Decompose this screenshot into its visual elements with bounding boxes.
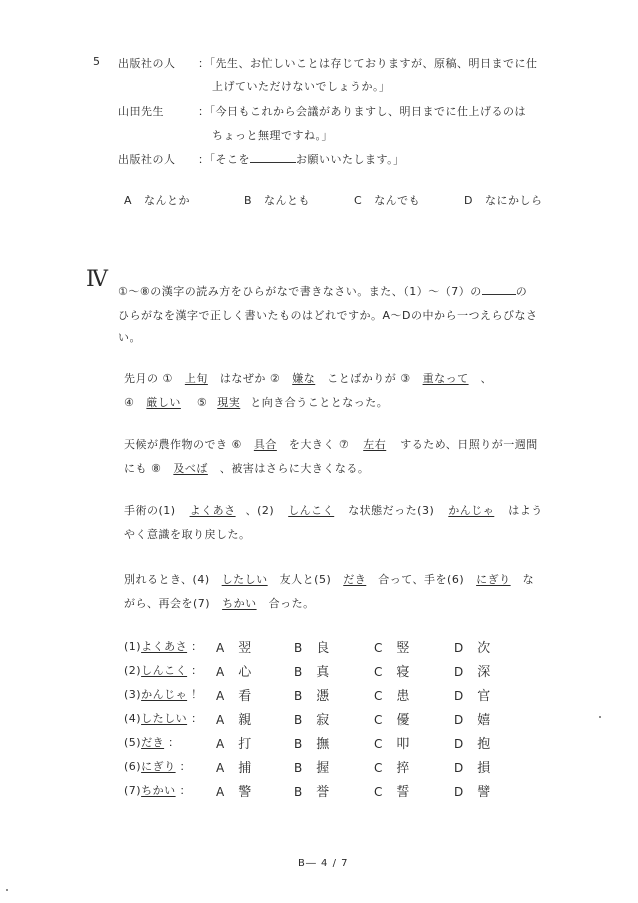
choice-text: なんとか bbox=[144, 194, 191, 207]
answer-option bbox=[294, 733, 329, 752]
answer-option bbox=[454, 781, 490, 800]
option-letter: B bbox=[294, 785, 303, 799]
scan-speck bbox=[599, 716, 601, 718]
answer-row-label bbox=[124, 686, 203, 702]
option-kanji: 誉 bbox=[316, 785, 330, 800]
instructions: ひらがなを漢字で正しく書いたものはどれですか。A〜Dの中から一つえらびなさ bbox=[118, 309, 538, 322]
choice-b bbox=[244, 192, 310, 208]
option-kanji: 寂 bbox=[316, 713, 330, 728]
option-letter: A bbox=[216, 665, 225, 679]
speaker-publisher: 出版社の人 bbox=[118, 57, 176, 70]
answer-option bbox=[374, 637, 409, 656]
answer-option bbox=[216, 637, 251, 656]
option-letter: B bbox=[294, 713, 303, 727]
passage-text: 合って、手を(6) bbox=[378, 573, 465, 586]
target-word: したしい bbox=[221, 573, 268, 586]
answer-row-label bbox=[124, 638, 203, 654]
item-word: よくあさ bbox=[141, 640, 188, 653]
option-kanji: 官 bbox=[477, 689, 491, 704]
target-word: 現実 bbox=[217, 396, 241, 409]
question-number: 5 bbox=[93, 55, 101, 68]
instruction-text: の bbox=[515, 285, 528, 298]
option-kanji: 捕 bbox=[238, 761, 252, 776]
item-word: ちかい bbox=[141, 784, 176, 797]
answer-row-label bbox=[124, 758, 191, 774]
item-separator: ： bbox=[191, 712, 203, 725]
option-kanji: 抱 bbox=[477, 737, 491, 752]
passage-text: するため、日照りが一週間 bbox=[400, 438, 538, 451]
dialogue-line: ：「先生、お忙しいことは存じておりますが、原稿、明日までに仕 bbox=[198, 57, 538, 70]
option-kanji: 心 bbox=[238, 665, 252, 680]
option-letter: B bbox=[294, 641, 303, 655]
passage-text: 、 bbox=[480, 372, 493, 385]
answer-option bbox=[454, 709, 490, 728]
choice-letter: C bbox=[354, 194, 363, 207]
target-word: 厳しい bbox=[146, 396, 181, 409]
answer-option bbox=[374, 733, 409, 752]
speaker-yamada: 山田先生 bbox=[118, 105, 164, 118]
choice-c bbox=[354, 192, 420, 208]
option-kanji: 竪 bbox=[396, 641, 410, 656]
passage-text: 友人と(5) bbox=[279, 573, 332, 586]
option-letter: D bbox=[454, 737, 464, 751]
answer-grid bbox=[124, 638, 504, 818]
answer-option bbox=[216, 757, 251, 776]
choice-letter: D bbox=[464, 194, 473, 207]
dialogue-line: 上げていただけないでしょうか。」 bbox=[212, 80, 391, 93]
passage-text: と向き合うこととなった。 bbox=[250, 396, 389, 409]
passage-line bbox=[124, 436, 538, 452]
option-kanji: 次 bbox=[477, 641, 491, 656]
option-kanji: 嬉 bbox=[477, 713, 491, 728]
answer-option bbox=[374, 661, 409, 680]
passage-line bbox=[124, 502, 543, 518]
passage-line bbox=[124, 460, 369, 476]
passage-text: ⑤ bbox=[196, 396, 208, 409]
option-kanji: 寝 bbox=[396, 665, 410, 680]
answer-option bbox=[294, 685, 329, 704]
item-separator: ： bbox=[191, 664, 203, 677]
answer-option bbox=[294, 757, 329, 776]
dialogue-line: ちょっと無理ですね。」 bbox=[212, 129, 333, 142]
instructions bbox=[118, 283, 527, 299]
option-letter: D bbox=[454, 713, 464, 727]
option-kanji: 患 bbox=[396, 689, 410, 704]
answer-option bbox=[374, 709, 409, 728]
answer-option bbox=[216, 685, 251, 704]
option-letter: C bbox=[374, 665, 383, 679]
choice-text: なんでも bbox=[374, 194, 421, 207]
item-number: (4) bbox=[124, 712, 142, 725]
answer-option bbox=[294, 661, 329, 680]
answer-blank bbox=[250, 151, 296, 163]
section-number: Ⅳ bbox=[86, 267, 105, 292]
option-letter: D bbox=[454, 785, 464, 799]
passage-text: 先月の ① bbox=[124, 372, 173, 385]
option-letter: A bbox=[216, 689, 225, 703]
option-kanji: 損 bbox=[477, 761, 491, 776]
item-separator: ： bbox=[179, 784, 192, 797]
item-separator: ！ bbox=[191, 688, 203, 701]
answer-option bbox=[216, 781, 251, 800]
passage-line bbox=[124, 394, 388, 410]
item-word: しんこく bbox=[141, 664, 188, 677]
page-number: B― 4 / 7 bbox=[298, 858, 349, 869]
answer-row-label bbox=[124, 710, 203, 726]
answer-option bbox=[216, 709, 251, 728]
option-kanji: 翌 bbox=[238, 641, 252, 656]
option-kanji: 打 bbox=[238, 737, 252, 752]
item-number: (7) bbox=[124, 784, 142, 797]
passage-text: ④ bbox=[124, 396, 135, 409]
answer-row-label bbox=[124, 662, 203, 678]
answer-option bbox=[216, 661, 251, 680]
option-letter: B bbox=[294, 665, 303, 679]
item-number: (3) bbox=[124, 688, 142, 701]
option-letter: A bbox=[216, 713, 225, 727]
passage-text: 、被害はさらに大きくなる。 bbox=[219, 462, 370, 475]
answer-option bbox=[454, 757, 490, 776]
item-number: (1) bbox=[124, 640, 142, 653]
passage-text: な状態だった(3) bbox=[348, 504, 435, 517]
option-letter: B bbox=[294, 689, 303, 703]
passage-text: はなぜか ② bbox=[219, 372, 281, 385]
instruction-text: ①〜⑧の漢字の読み方をひらがなで書きなさい。また、（1）〜（7）の bbox=[118, 285, 482, 298]
dialogue-line: ：「今日もこれから会議がありますし、明日までに仕上げるのは bbox=[198, 105, 526, 118]
item-number: (2) bbox=[124, 664, 142, 677]
instruction-blank bbox=[482, 283, 516, 295]
instructions: い。 bbox=[118, 331, 141, 344]
answer-option bbox=[294, 781, 329, 800]
option-kanji: 優 bbox=[396, 713, 410, 728]
target-word: かんじゃ bbox=[448, 504, 495, 517]
answer-option bbox=[294, 709, 329, 728]
answer-option bbox=[454, 685, 490, 704]
target-word: だき bbox=[343, 573, 367, 586]
passage-text: 別れるとき、(4) bbox=[124, 573, 210, 586]
option-letter: D bbox=[454, 641, 464, 655]
speaker-publisher: 出版社の人 bbox=[118, 153, 176, 166]
option-letter: C bbox=[374, 689, 383, 703]
passage-text: な bbox=[522, 573, 535, 586]
option-kanji: 真 bbox=[316, 665, 330, 680]
choice-text: なんとも bbox=[264, 194, 311, 207]
item-word: にぎり bbox=[141, 760, 176, 773]
item-word: したしい bbox=[141, 712, 188, 725]
passage-text: がら、再会を(7) bbox=[124, 597, 211, 610]
option-kanji: 慿 bbox=[316, 689, 330, 704]
answer-option bbox=[374, 757, 409, 776]
answer-option bbox=[454, 637, 490, 656]
target-word: 上旬 bbox=[184, 372, 208, 385]
passage-text: にも ⑧ bbox=[124, 462, 162, 475]
passage-text: 、(2) bbox=[245, 504, 275, 517]
dialogue-text: お願いいたします。」 bbox=[296, 153, 405, 166]
passage-line bbox=[124, 370, 492, 386]
target-word: 具合 bbox=[253, 438, 277, 451]
choice-text: なにかしら bbox=[484, 194, 543, 207]
item-separator: ： bbox=[191, 640, 203, 653]
option-kanji: 看 bbox=[238, 689, 252, 704]
option-kanji: 警 bbox=[238, 785, 252, 800]
option-letter: D bbox=[454, 689, 464, 703]
passage-text: を大きく ⑦ bbox=[288, 438, 350, 451]
item-number: (5) bbox=[124, 736, 142, 749]
item-word: かんじゃ bbox=[141, 688, 188, 701]
passage-line bbox=[124, 595, 315, 611]
item-separator: ： bbox=[179, 760, 192, 773]
answer-option bbox=[454, 661, 490, 680]
option-kanji: 捽 bbox=[396, 761, 410, 776]
choice-a bbox=[124, 192, 190, 208]
dialogue-line bbox=[198, 151, 405, 167]
answer-option bbox=[216, 733, 251, 752]
item-number: (6) bbox=[124, 760, 142, 773]
option-letter: D bbox=[454, 665, 464, 679]
option-letter: B bbox=[294, 737, 303, 751]
choice-letter: B bbox=[244, 194, 253, 207]
option-letter: C bbox=[374, 713, 383, 727]
answer-option bbox=[374, 781, 409, 800]
passage-line bbox=[124, 571, 534, 587]
option-letter: C bbox=[374, 641, 383, 655]
answer-row-label bbox=[124, 782, 191, 798]
scan-speck bbox=[6, 889, 8, 891]
option-kanji: 誓 bbox=[396, 785, 410, 800]
option-letter: C bbox=[374, 761, 383, 775]
target-word: 重なって bbox=[422, 372, 469, 385]
target-word: 左右 bbox=[363, 438, 387, 451]
option-letter: B bbox=[294, 761, 303, 775]
target-word: 嫌な bbox=[292, 372, 316, 385]
choice-d bbox=[464, 192, 542, 208]
option-letter: D bbox=[454, 761, 464, 775]
option-letter: C bbox=[374, 737, 383, 751]
target-word: ちかい bbox=[222, 597, 257, 610]
target-word: しんこく bbox=[288, 504, 335, 517]
option-kanji: 譬 bbox=[477, 785, 491, 800]
answer-row-label bbox=[124, 734, 180, 750]
passage-text: ことばかりが ③ bbox=[327, 372, 411, 385]
passage-text: 手術の(1) bbox=[124, 504, 176, 517]
option-kanji: 深 bbox=[477, 665, 491, 680]
answer-option bbox=[454, 733, 490, 752]
passage-text: 合った。 bbox=[268, 597, 315, 610]
option-letter: A bbox=[216, 641, 225, 655]
option-kanji: 叩 bbox=[396, 737, 410, 752]
option-letter: A bbox=[216, 785, 225, 799]
option-letter: C bbox=[374, 785, 383, 799]
target-word: よくあさ bbox=[189, 504, 236, 517]
option-kanji: 良 bbox=[316, 641, 330, 656]
item-separator: ： bbox=[168, 736, 180, 749]
passage-line: やく意識を取り戻した。 bbox=[124, 528, 251, 541]
item-word: だき bbox=[141, 736, 165, 749]
answer-option bbox=[374, 685, 409, 704]
option-kanji: 握 bbox=[316, 761, 330, 776]
option-kanji: 親 bbox=[238, 713, 252, 728]
target-word: にぎり bbox=[476, 573, 511, 586]
choice-letter: A bbox=[124, 194, 133, 207]
option-letter: A bbox=[216, 737, 225, 751]
option-kanji: 撫 bbox=[316, 737, 330, 752]
option-letter: A bbox=[216, 761, 225, 775]
answer-option bbox=[294, 637, 329, 656]
passage-text: はよう bbox=[508, 504, 543, 517]
dialogue-text: ：「そこを bbox=[198, 153, 250, 166]
target-word: 及べば bbox=[173, 462, 208, 475]
passage-text: 天候が農作物のでき ⑥ bbox=[124, 438, 242, 451]
